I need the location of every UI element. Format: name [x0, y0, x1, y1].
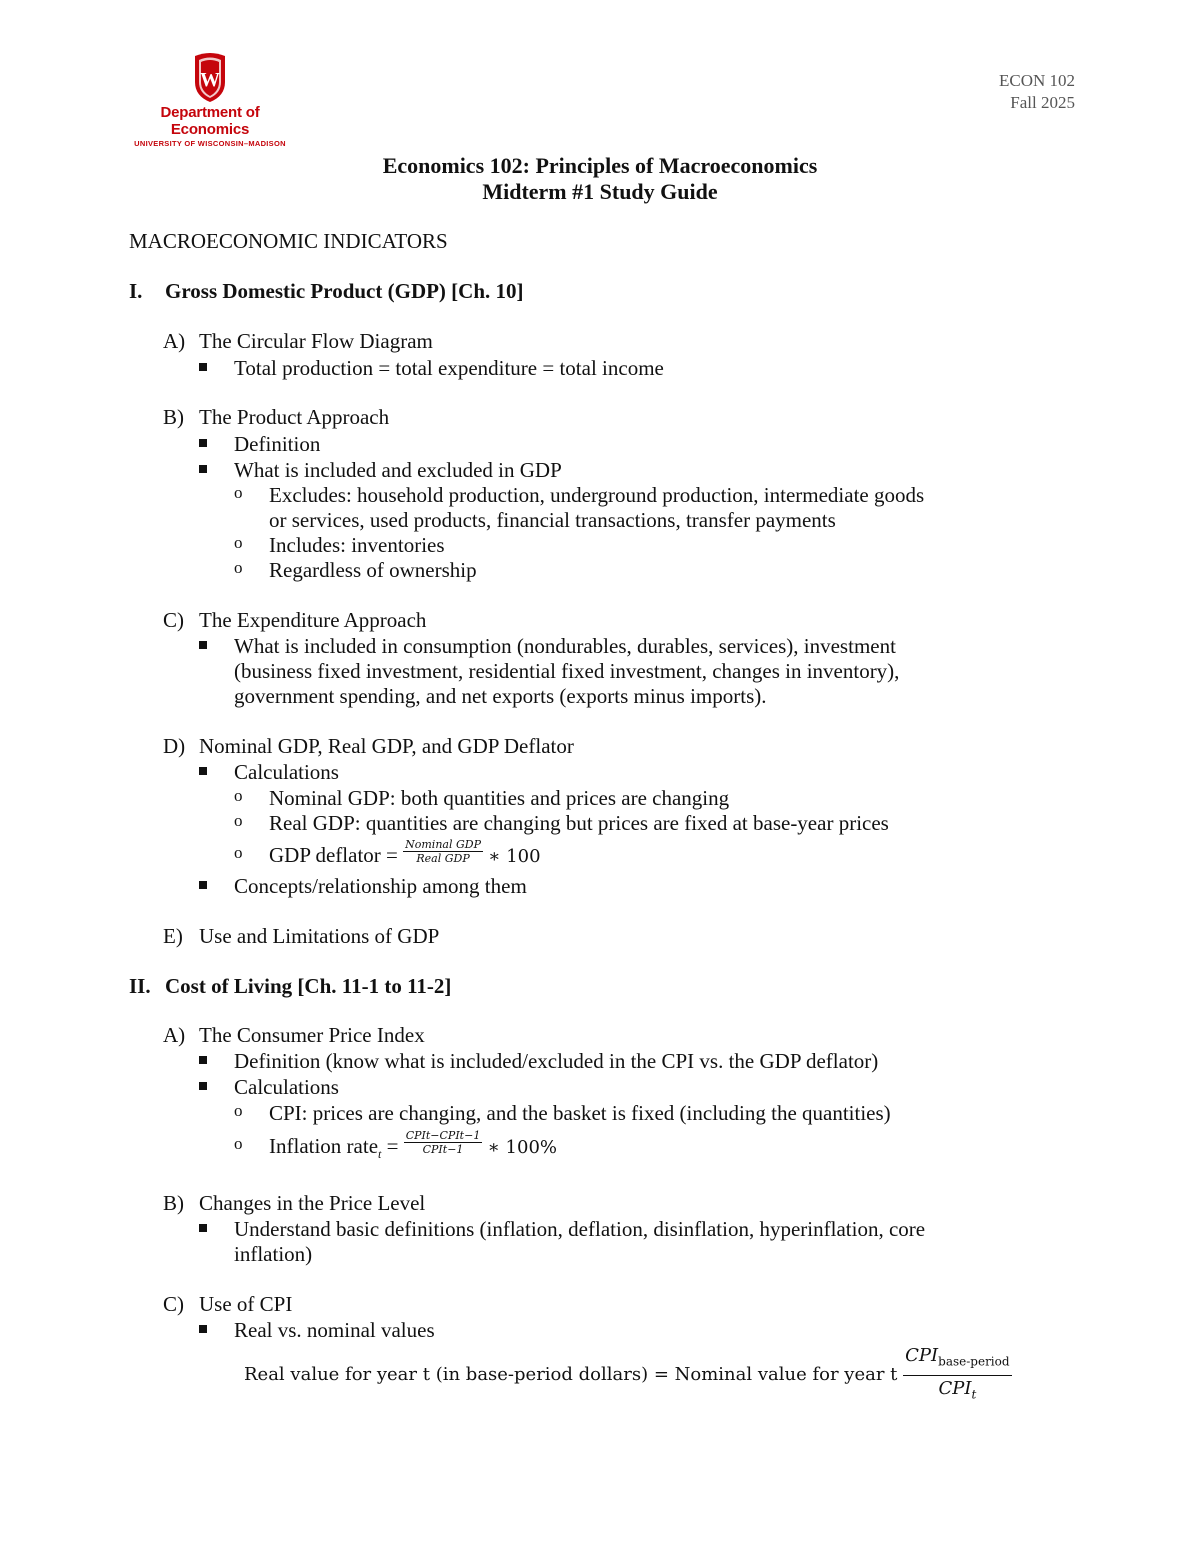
bullet-text: What is included in consumption (nondurables, durables, services), investment: [234, 634, 896, 658]
formula-label: GDP deflator =: [269, 843, 398, 867]
circle-bullet-icon: o: [234, 1134, 243, 1153]
fraction-denominator: Real GDP: [416, 851, 470, 865]
uw-crest-icon: [125, 52, 295, 104]
square-bullet-icon: [199, 767, 207, 775]
bullet-text: government spending, and net exports (exports minus imports).: [234, 684, 767, 708]
fraction-denominator: CPIt−1: [422, 1142, 464, 1156]
sub-bullet-text: Real GDP: quantities are changing but prices are fixed at base-year prices: [269, 811, 889, 835]
part-number: II.: [129, 974, 151, 998]
course-code: ECON 102: [998, 71, 1075, 90]
circle-bullet-icon: o: [234, 843, 243, 862]
subsection-title: Use of CPI: [199, 1292, 293, 1316]
bullet-text: Understand basic definitions (inflation, deflation, disinflation, hyperinflation, core: [234, 1217, 926, 1241]
square-bullet-icon: [199, 1082, 207, 1090]
fraction-numerator: Nominal GDP: [405, 837, 481, 851]
real-value-formula: [244, 1343, 1012, 1407]
formula-fraction: [903, 1343, 1011, 1407]
page-subtitle: Midterm #1 Study Guide: [482, 179, 718, 204]
part-title: Cost of Living [Ch. 11-1 to 11-2]: [165, 974, 452, 998]
subsection-expenditure-approach: [163, 608, 426, 633]
numerator-subscript: base-period: [938, 1354, 1010, 1369]
circle-bullet-icon: o: [234, 533, 243, 552]
square-bullet-icon: [199, 1056, 207, 1064]
denominator-symbol: CPI: [938, 1377, 972, 1399]
part-title: Gross Domestic Product (GDP) [Ch. 10]: [165, 279, 524, 303]
circle-bullet-icon: o: [234, 483, 243, 502]
subsection-gdp-limitations: [163, 924, 439, 949]
subsection-letter: A): [163, 329, 186, 353]
formula-equals: =: [386, 1134, 399, 1158]
subsection-title: Changes in the Price Level: [199, 1191, 426, 1215]
subsection-title: The Circular Flow Diagram: [199, 329, 433, 353]
numerator-symbol: CPI: [905, 1345, 939, 1366]
square-bullet-icon: [199, 641, 207, 649]
square-bullet-icon: [199, 465, 207, 473]
subsection-letter: A): [163, 1023, 186, 1047]
formula-multiplier: ∗ 100%: [487, 1137, 557, 1158]
sub-bullet-text: CPI: prices are changing, and the basket is fixed (including the quantities): [269, 1101, 891, 1125]
bullet-text: Total production = total expenditure = total income: [234, 356, 664, 380]
subsection-letter: B): [163, 405, 184, 429]
subsection-title: The Expenditure Approach: [199, 608, 427, 632]
bullet-text: Definition: [234, 432, 321, 456]
subsection-title: The Product Approach: [199, 405, 390, 429]
formula-multiplier: ∗ 100: [488, 846, 541, 867]
square-bullet-icon: [199, 439, 207, 447]
formula-subscript: t: [378, 1147, 382, 1162]
course-info: [999, 70, 1075, 114]
sub-bullet-text: Regardless of ownership: [269, 558, 477, 582]
circle-bullet-icon: o: [234, 786, 243, 805]
bullet-text: (business fixed investment, residential fixed investment, changes in inventory),: [234, 659, 900, 683]
bullet-text: inflation): [234, 1242, 313, 1266]
formula-fraction: [404, 1129, 483, 1156]
bullet-text: Concepts/relationship among them: [234, 874, 527, 898]
square-bullet-icon: [199, 881, 207, 889]
fraction-denominator: [903, 1376, 1011, 1408]
sub-bullet-text: Nominal GDP: both quantities and prices are changing: [269, 786, 730, 810]
subsection-letter: D): [163, 734, 186, 758]
department-logo: [125, 52, 295, 148]
subsection-title: The Consumer Price Index: [199, 1023, 425, 1047]
subsection-letter: C): [163, 608, 184, 632]
subsection-product-approach: [163, 405, 389, 430]
formula-label: Inflation rate: [269, 1134, 379, 1158]
circle-bullet-icon: o: [234, 558, 243, 577]
formula-left-side: Real value for year t (in base-period dollars) = Nominal value for year t: [244, 1364, 898, 1386]
svg-text:W: W: [200, 69, 220, 91]
subsection-use-of-cpi: [163, 1292, 292, 1317]
subsection-letter: B): [163, 1191, 184, 1215]
inflation-formula: [269, 1128, 557, 1167]
subsection-circular-flow: [163, 329, 433, 354]
subsection-gdp-deflator: [163, 734, 574, 759]
subsection-cpi: [163, 1023, 425, 1048]
bullet-text: Real vs. nominal values: [234, 1318, 435, 1342]
square-bullet-icon: [199, 1325, 207, 1333]
section-heading: MACROECONOMIC INDICATORS: [129, 229, 448, 253]
square-bullet-icon: [199, 363, 207, 371]
sub-bullet-text: or services, used products, financial transactions, transfer payments: [269, 508, 836, 532]
course-term: Fall 2025: [1010, 93, 1075, 112]
logo-university-name: UNIVERSITY OF WISCONSIN–MADISON: [134, 139, 286, 148]
subsection-price-level: [163, 1191, 425, 1216]
bullet-text: Definition (know what is included/excluded in the CPI vs. the GDP deflator): [234, 1049, 879, 1073]
sub-bullet-text: Excludes: household production, underground production, intermediate goods: [269, 483, 925, 507]
bullet-text: What is included and excluded in GDP: [234, 458, 562, 482]
part-number: I.: [129, 279, 143, 303]
circle-bullet-icon: o: [234, 1101, 243, 1120]
subsection-letter: C): [163, 1292, 184, 1316]
page-title: Economics 102: Principles of Macroeconomics: [382, 153, 818, 178]
sub-bullet-text: Includes: inventories: [269, 533, 445, 557]
bullet-text: Calculations: [234, 760, 339, 784]
subsection-title: Use and Limitations of GDP: [199, 924, 440, 948]
denominator-subscript: t: [971, 1387, 977, 1402]
subsection-letter: E): [163, 924, 183, 948]
subsection-title: Nominal GDP, Real GDP, and GDP Deflator: [199, 734, 574, 758]
formula-fraction: [403, 838, 483, 865]
fraction-numerator: CPIt−CPIt−1: [405, 1128, 481, 1142]
square-bullet-icon: [199, 1224, 207, 1232]
circle-bullet-icon: o: [234, 811, 243, 830]
fraction-numerator: [903, 1343, 1011, 1376]
bullet-text: Calculations: [234, 1075, 339, 1099]
logo-department-name: Department of Economics: [160, 104, 260, 138]
gdp-deflator-formula: [269, 837, 541, 869]
